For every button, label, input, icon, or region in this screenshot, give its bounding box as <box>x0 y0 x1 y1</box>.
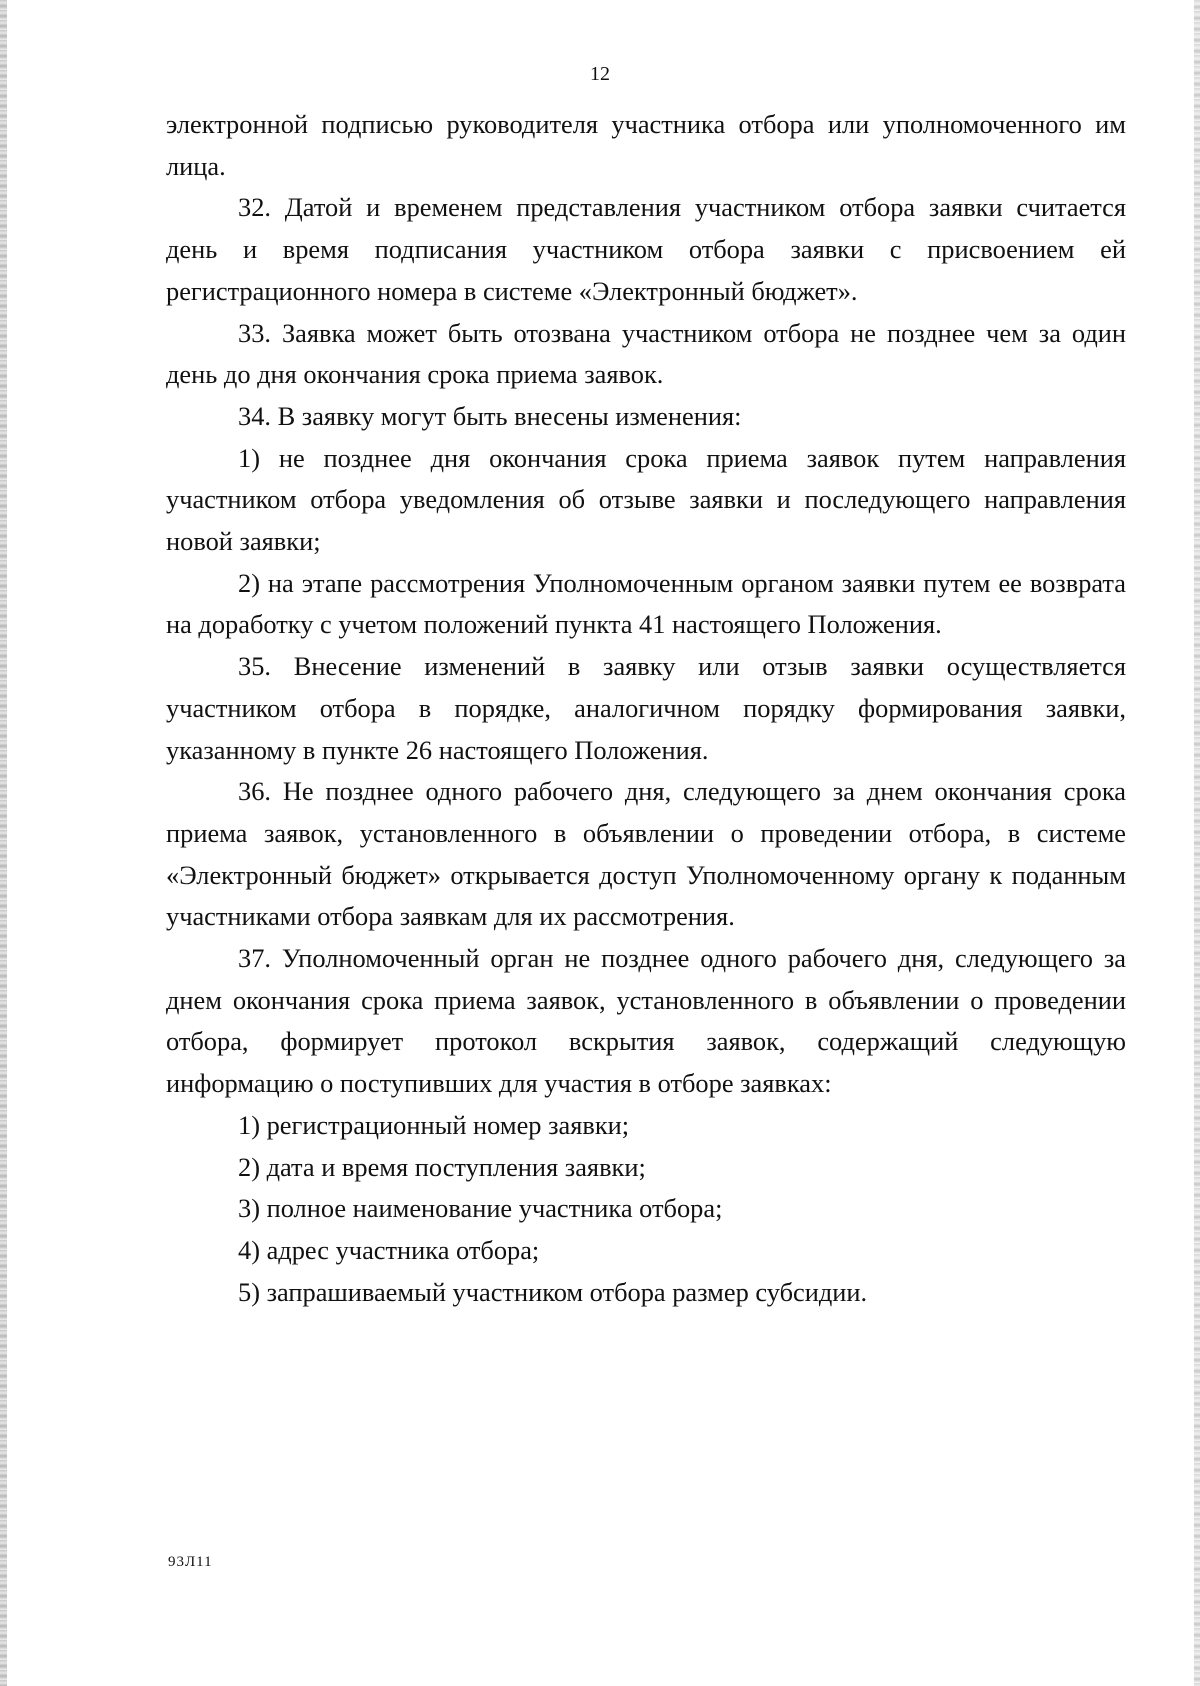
footer-document-code: 93Л11 <box>168 1554 213 1570</box>
paragraph-34: 34. В заявку могут быть внесены изменения: <box>238 400 742 431</box>
page-number: 12 <box>590 63 610 85</box>
paragraph-37: 37. Уполномоченный орган не позднее одного рабочего дня, следующего за днем окончания срока приема заявок, установленного в объявлении о проведении отбора, формирует протокол вскрытия заявок, содержащий следующую информацию о поступивших для участия в отборе заявках: <box>166 943 1126 1099</box>
paragraph-37-item-2: 2) дата и время поступления заявки; <box>238 1151 646 1182</box>
scan-edge-left <box>0 0 7 1686</box>
paragraph-37-item-5: 5) запрашиваемый участником отбора размер субсидии. <box>238 1276 868 1307</box>
paragraph-32: 32. Датой и временем представления участником отбора заявки считается день и время подписания участником отбора заявки с присвоением ей регистрационного номера в системе «Электронный бюджет». <box>166 192 1126 306</box>
paragraph-34-item-1: 1) не позднее дня окончания срока приема заявок путем направления участником отбора уведомления об отзыве заявки и последующего направления новой заявки; <box>166 442 1126 557</box>
paragraph-35: 35. Внесение изменений в заявку или отзыв заявки осуществляется участником отбора в порядке, аналогичном порядку формирования заявки, указанному в пункте 26 настоящего Положения. <box>166 651 1126 765</box>
paragraph-36: 36. Не позднее одного рабочего дня, следующего за днем окончания срока приема заявок, установленного в объявлении о проведении отбора, в системе «Электронный бюджет» открывается доступ Уполномоченному органу к поданным участниками отбора заявкам для их рассмотрения. <box>166 776 1126 932</box>
paragraph-37-item-1: 1) регистрационный номер заявки; <box>238 1109 630 1140</box>
paragraph-37-item-4: 4) адрес участника отбора; <box>238 1234 540 1265</box>
paragraph-continuation: электронной подписью руководителя участника отбора или уполномоченного им лица. <box>166 109 1126 181</box>
scan-edge-right <box>1194 0 1200 1686</box>
paragraph-34-item-2: 2) на этапе рассмотрения Уполномоченным органом заявки путем ее возврата на доработку с учетом положений пункта 41 настоящего Положения. <box>166 567 1126 640</box>
paragraph-33: 33. Заявка может быть отозвана участником отбора не позднее чем за один день до дня окончания срока приема заявок. <box>166 317 1126 390</box>
paragraph-37-item-3: 3) полное наименование участника отбора; <box>238 1193 723 1224</box>
document-body <box>166 104 1126 1313</box>
